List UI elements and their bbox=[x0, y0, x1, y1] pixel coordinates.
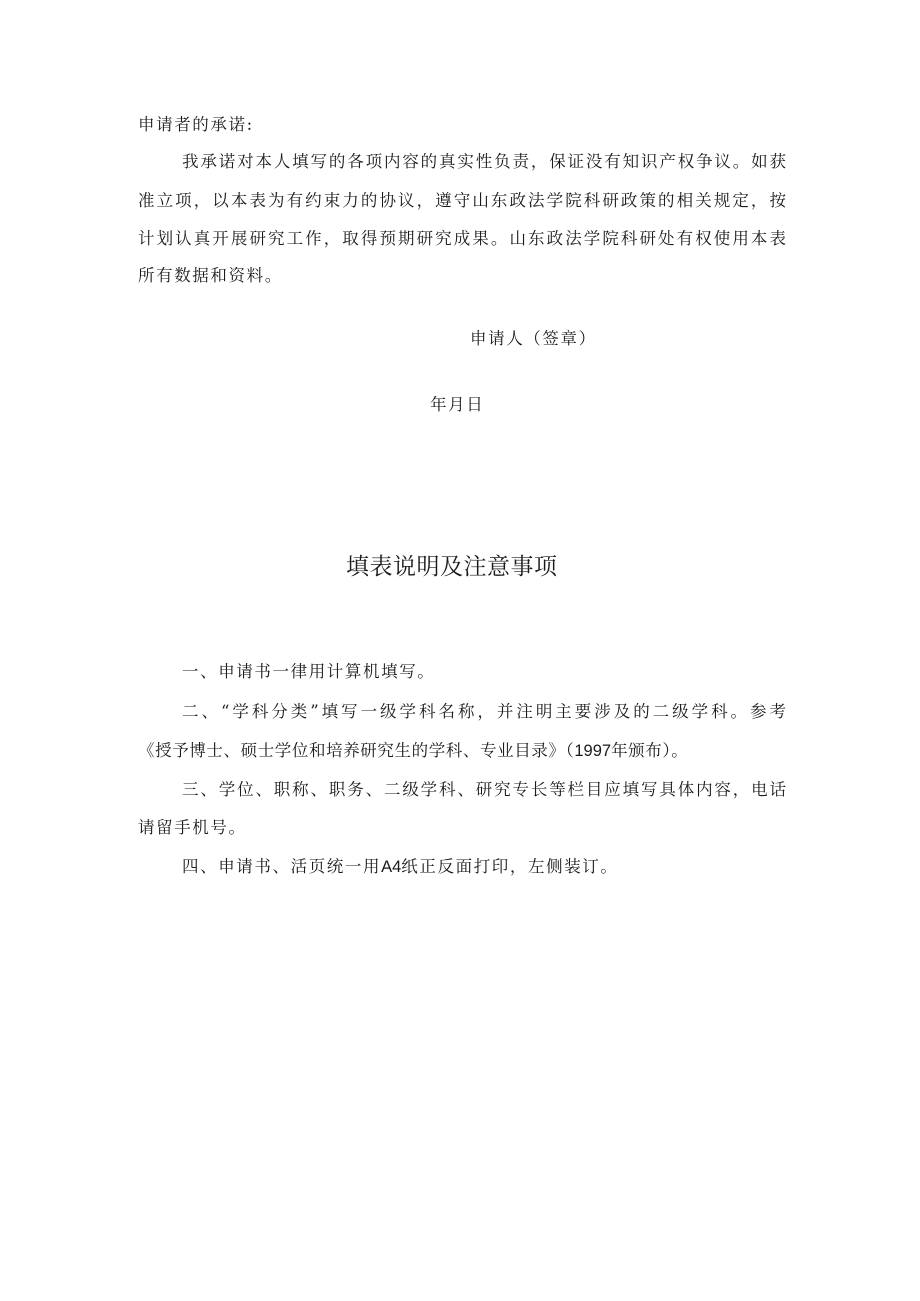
instruction-item-2-line-1: 二、“学科分类”填写一级学科名称，并注明主要涉及的二级学科。参考 bbox=[182, 702, 786, 721]
item-2-issued-text: 年颁布）。 bbox=[611, 741, 689, 760]
pledge-line-3: 计划认真开展研究工作，取得预期研究成果。山东政法学院科研处有权使用本表 bbox=[138, 229, 786, 248]
instruction-item-3-line-2: 请留手机号。 bbox=[138, 818, 247, 837]
pledge-line-1: 我承诺对本人填写的各项内容的真实性负责，保证没有知识产权争议。如获 bbox=[182, 152, 786, 171]
item-4-intro-text: 四、申请书、活页统一用 bbox=[182, 857, 382, 876]
date-label: 年月日 bbox=[430, 395, 485, 414]
pledge-line-2: 准立项，以本表为有约束力的协议，遵守山东政法学院科研政策的相关规定，按 bbox=[138, 191, 786, 210]
item-4-paper-size: A4 bbox=[381, 858, 402, 876]
instructions-heading: 填表说明及注意事项 bbox=[346, 554, 558, 580]
instruction-item-4 bbox=[182, 857, 619, 877]
pledge-line-4: 所有数据和资料。 bbox=[138, 266, 283, 285]
instruction-item-3-line-1: 三、学位、职称、职务、二级学科、研究专长等栏目应填写具体内容，电话 bbox=[182, 780, 786, 799]
item-2-catalog-text: 《授予博士、硕士学位和培养研究生的学科、专业目录》（ bbox=[138, 741, 575, 760]
instruction-item-1: 一、申请书一律用计算机填写。 bbox=[182, 662, 436, 681]
pledge-title: 申请者的承诺: bbox=[138, 115, 254, 134]
item-4-print-text: 纸正反面打印，左侧装订。 bbox=[401, 857, 619, 876]
signature-label: 申请人（签章） bbox=[470, 329, 597, 348]
item-2-year: 1997 bbox=[574, 742, 612, 760]
instruction-item-2-line-2 bbox=[138, 741, 688, 761]
